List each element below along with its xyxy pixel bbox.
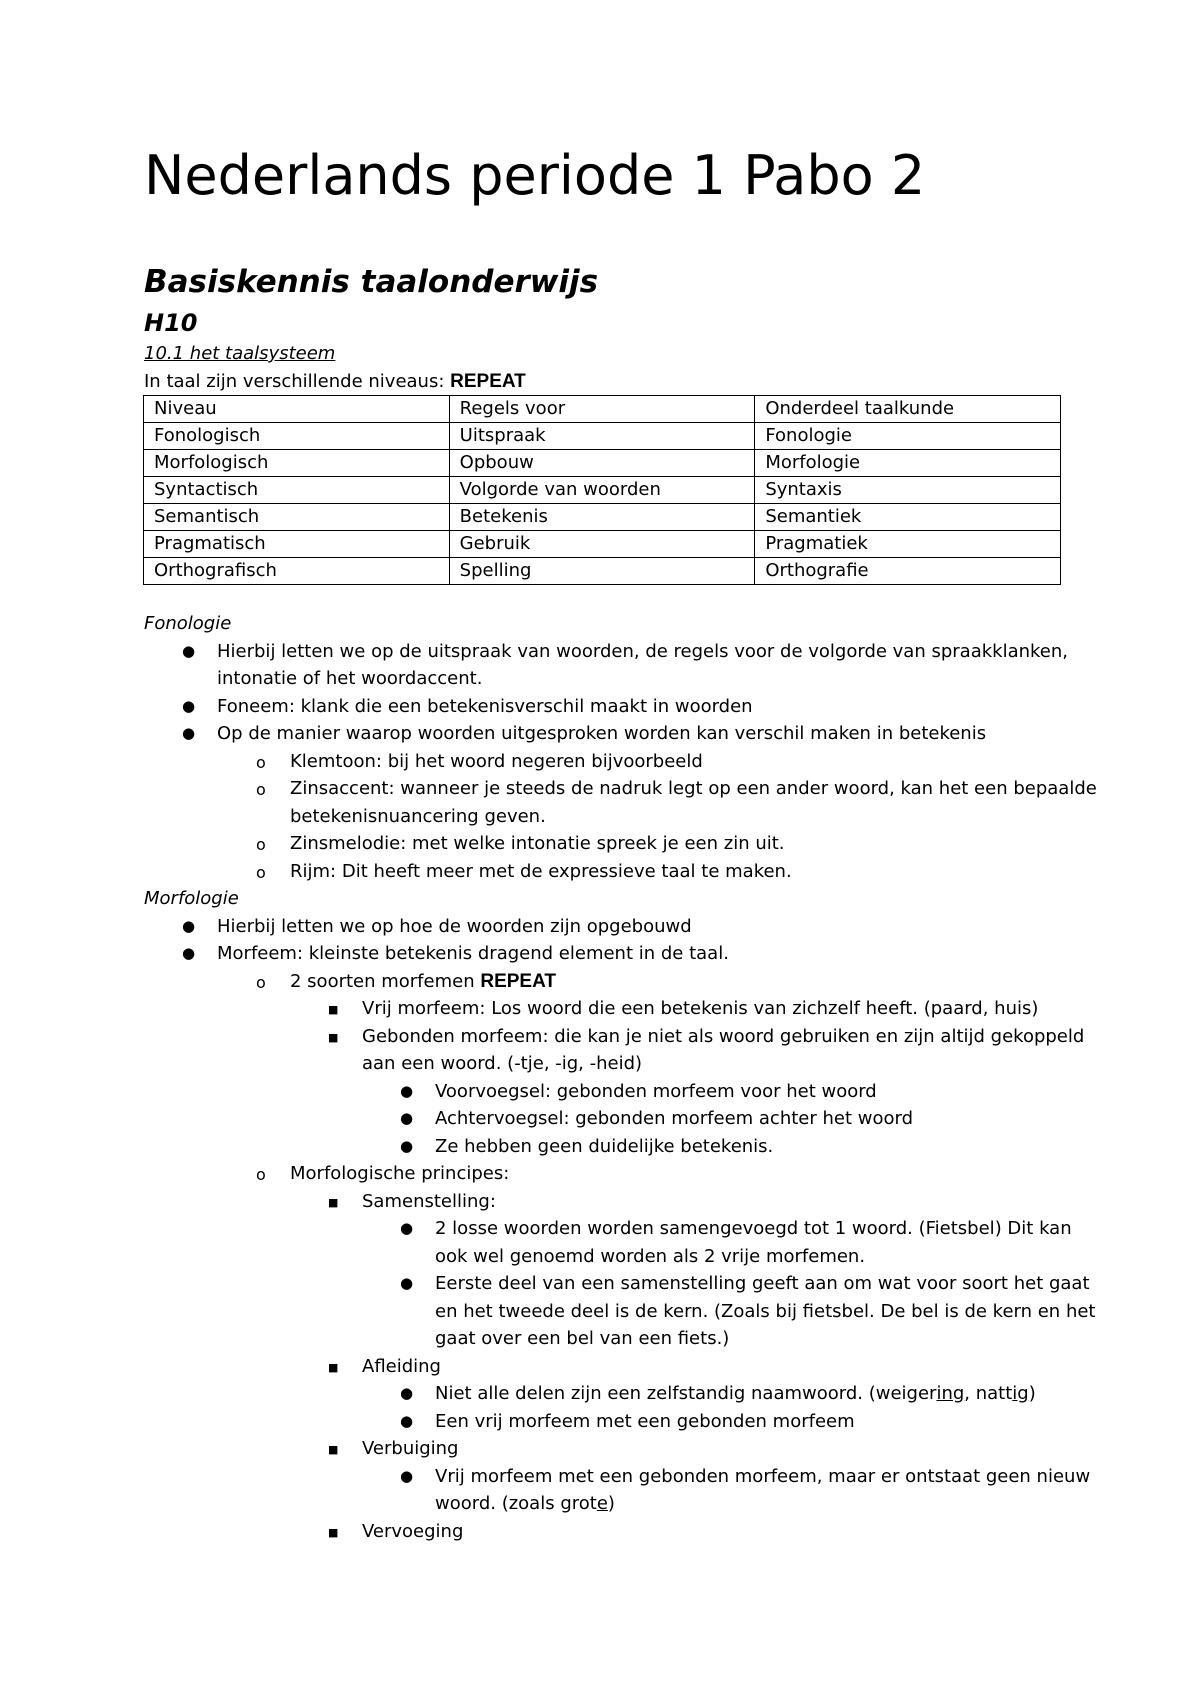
- list-item: [144, 1188, 1104, 1216]
- table-cell: Fonologisch: [144, 423, 450, 450]
- table-cell: Syntactisch: [144, 477, 450, 504]
- bullet-icon: ●: [400, 1081, 414, 1100]
- list-item: [144, 940, 1104, 968]
- table-cell: Pragmatiek: [755, 531, 1061, 558]
- list-item-text: Vervoeging: [362, 1520, 464, 1542]
- morfologie-heading: Morfologie: [144, 888, 239, 909]
- list-item-text: [435, 1466, 1090, 1515]
- repeat-label: REPEAT: [450, 370, 526, 392]
- spacer: [144, 585, 1104, 610]
- table-header-row: [144, 396, 1061, 423]
- square-bullet-icon: ■: [328, 1195, 339, 1209]
- list-item: [144, 830, 1104, 858]
- list-item-text: Achtervoegsel: gebonden morfeem achter het woord: [435, 1108, 914, 1129]
- list-item-text: Zinsmelodie: met welke intonatie spreek je een zin uit.: [290, 833, 785, 854]
- table-header-cell: Niveau: [144, 396, 450, 423]
- list-item-text: Voorvoegsel: gebonden morfeem voor het woord: [435, 1080, 877, 1102]
- list-item: [144, 1160, 1104, 1188]
- table-cell: Pragmatisch: [144, 531, 450, 558]
- heading-basiskennis: Basiskennis taalonderwijs: [144, 264, 599, 300]
- list-item-text: Vrij morfeem: Los woord die een betekenis van zichzelf heeft. (paard, huis): [362, 998, 1039, 1019]
- underlined-suffix: ing: [936, 1383, 965, 1404]
- intro-paragraph: [144, 368, 1104, 396]
- table-row: [144, 504, 1061, 531]
- list-item: [144, 1380, 1104, 1408]
- table-row: [144, 477, 1061, 504]
- list-item-text: Hierbij letten we op de uitspraak van woorden, de regels voor de volgorde van spraakklanken, intonatie of het woordaccent.: [217, 640, 1069, 689]
- list-item-text: Eerste deel van een samenstelling geeft aan om wat voor soort het gaat en het tweede deel is de kern. (Zoals bij fietsbel. De bel is de kern en het gaat over een bel van een fiets.): [435, 1273, 1096, 1349]
- list-item-text: Samenstelling:: [362, 1190, 496, 1212]
- square-bullet-icon: ■: [328, 1030, 339, 1044]
- bullet-icon: ●: [400, 1274, 414, 1292]
- list-item-text: 2 losse woorden worden samengevoegd tot 1 woord. (Fietsbel) Dit kan ook wel genoemd worden als 2 vrije morfemen.: [435, 1218, 1072, 1267]
- table-cell: Semantiek: [755, 504, 1061, 531]
- square-bullet-icon: ■: [328, 1525, 339, 1539]
- list-item: [144, 638, 1104, 693]
- list-item: [144, 1270, 1104, 1353]
- list-item-text: Afleiding: [362, 1355, 441, 1377]
- table-cell: Orthografie: [755, 558, 1061, 585]
- table-row: [144, 450, 1061, 477]
- list-item-text: Foneem: klank die een betekenisverschil maakt in woorden: [217, 695, 753, 717]
- square-bullet-icon: ■: [328, 1003, 339, 1016]
- list-item: [144, 1408, 1104, 1436]
- list-item: [144, 1215, 1104, 1270]
- document-body: [144, 340, 1104, 1545]
- list-item: [144, 748, 1104, 776]
- list-item: [144, 968, 1104, 996]
- circle-bullet-icon: o: [256, 972, 266, 992]
- text-run: Niet alle delen zijn een zelfstandig naamwoord. (weiger: [435, 1383, 937, 1404]
- bullet-icon: ●: [182, 916, 196, 935]
- bullet-icon: ●: [400, 1109, 414, 1127]
- list-item: [144, 720, 1104, 748]
- list-item-text: Zinsaccent: wanneer je steeds de nadruk legt op een ander woord, kan het een bepaalde betekenisnuancering geven.: [290, 778, 1097, 827]
- text-run: , natt: [964, 1383, 1013, 1404]
- list-item-text: Gebonden morfeem: die kan je niet als woord gebruiken en zijn altijd gekoppeld aan een woord. (-tje, -ig, -heid): [362, 1025, 1085, 1074]
- list-item: [144, 1078, 1104, 1106]
- list-item: [144, 1023, 1104, 1078]
- list-item-text: Rijm: Dit heeft meer met de expressieve taal te maken.: [290, 860, 792, 882]
- list-item: [144, 858, 1104, 886]
- list-item: [144, 1353, 1104, 1381]
- list-item: [144, 775, 1104, 830]
- circle-bullet-icon: o: [256, 835, 266, 854]
- heading-h10: H10: [144, 309, 198, 337]
- repeat-label: REPEAT: [480, 970, 557, 992]
- table-row: [144, 558, 1061, 585]
- bullet-icon: ●: [400, 1219, 414, 1237]
- table-cell: Gebruik: [449, 531, 755, 558]
- bullet-icon: ●: [182, 641, 196, 660]
- intro-text: In taal zijn verschillende niveaus:: [144, 370, 451, 392]
- list-item-text: Op de manier waarop woorden uitgesproken worden kan verschil maken in betekenis: [217, 723, 987, 744]
- table-cell: Orthografisch: [144, 558, 450, 585]
- square-bullet-icon: ■: [328, 1360, 339, 1374]
- table-header-cell: Regels voor: [449, 396, 755, 423]
- list-item-text: 2 soorten morfemen: [290, 970, 481, 992]
- bullet-icon: ●: [182, 696, 196, 715]
- list-item-text: Hierbij letten we op hoe de woorden zijn opgebouwd: [217, 915, 692, 937]
- table-row: [144, 531, 1061, 558]
- circle-bullet-icon: o: [256, 862, 266, 882]
- bullet-icon: ●: [400, 1466, 414, 1485]
- levels-table: [143, 395, 1061, 585]
- table-cell: Volgorde van woorden: [449, 477, 755, 504]
- table-cell: Morfologisch: [144, 450, 450, 477]
- square-bullet-icon: ■: [328, 1443, 339, 1456]
- list-item: [144, 913, 1104, 941]
- table-cell: Morfologie: [755, 450, 1061, 477]
- table-cell: Betekenis: [449, 504, 755, 531]
- list-item-text: Een vrij morfeem met een gebonden morfeem: [435, 1410, 855, 1432]
- table-row: [144, 423, 1061, 450]
- section-title: 10.1 het taalsysteem: [144, 343, 336, 364]
- document-title: Nederlands periode 1 Pabo 2: [144, 144, 926, 207]
- underlined-suffix: e: [596, 1493, 608, 1514]
- bullet-icon: ●: [182, 724, 196, 742]
- fonologie-heading: Fonologie: [144, 613, 232, 634]
- table-cell: Opbouw: [449, 450, 755, 477]
- list-item: [144, 1435, 1104, 1463]
- table-cell: Syntaxis: [755, 477, 1061, 504]
- list-item-text: Verbuiging: [362, 1438, 459, 1459]
- list-item-text: Klemtoon: bij het woord negeren bijvoorbeeld: [290, 750, 703, 772]
- table-header-cell: Onderdeel taalkunde: [755, 396, 1061, 423]
- fonologie-list: [144, 638, 1104, 886]
- table-cell: Uitspraak: [449, 423, 755, 450]
- list-item-text: [435, 1383, 1036, 1404]
- table-cell: Spelling: [449, 558, 755, 585]
- bullet-icon: ●: [400, 1384, 414, 1402]
- list-item: [144, 1518, 1104, 1546]
- list-item: [144, 693, 1104, 721]
- text-run: Vrij morfeem met een gebonden morfeem, maar er ontstaat geen nieuw woord. (zoals grot: [435, 1465, 1091, 1514]
- bullet-icon: ●: [400, 1136, 414, 1155]
- list-item: [144, 1105, 1104, 1133]
- list-item-text: Morfeem: kleinste betekenis dragend element in de taal.: [217, 943, 729, 964]
- circle-bullet-icon: o: [256, 1165, 266, 1184]
- bullet-icon: ●: [182, 944, 196, 962]
- list-item: [144, 995, 1104, 1023]
- bullet-icon: ●: [400, 1411, 414, 1430]
- list-item: [144, 1133, 1104, 1161]
- table-cell: Semantisch: [144, 504, 450, 531]
- table-cell: Fonologie: [755, 423, 1061, 450]
- morfologie-list: [144, 913, 1104, 1546]
- list-item: [144, 1463, 1104, 1518]
- circle-bullet-icon: o: [256, 752, 266, 772]
- circle-bullet-icon: o: [256, 780, 266, 799]
- text-run: ): [1028, 1383, 1036, 1404]
- list-item-text: Morfologische principes:: [290, 1163, 510, 1184]
- underlined-suffix: ig: [1012, 1383, 1029, 1404]
- list-item-text: Ze hebben geen duidelijke betekenis.: [435, 1135, 774, 1157]
- text-run: ): [607, 1493, 615, 1514]
